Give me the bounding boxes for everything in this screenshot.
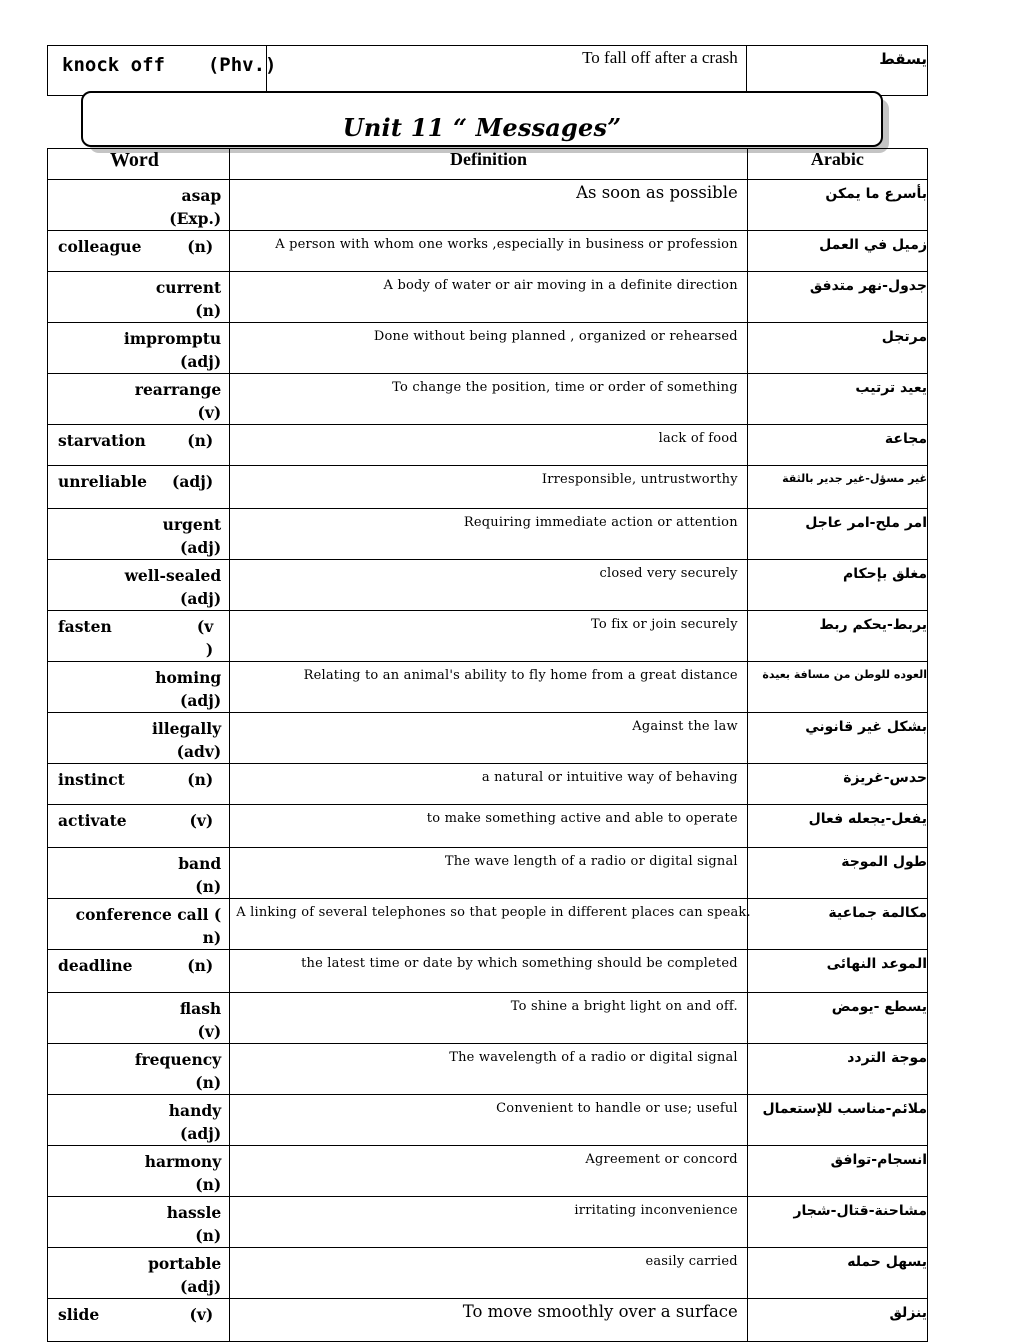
entry-definition: A linking of several telephones so that people in different places can speak. (236, 905, 751, 920)
header-word: Word (48, 149, 230, 180)
arabic-cell (747, 1197, 927, 1248)
entry-arabic: انسجام-توافق (830, 1152, 927, 1168)
top-word: knock off (62, 54, 165, 76)
vocabulary-table (47, 148, 928, 1342)
table-row (48, 1197, 928, 1248)
word-cell (48, 509, 230, 560)
definition-cell (230, 466, 748, 509)
entry-arabic: مغلق بإحكام (842, 566, 927, 582)
definition-cell (230, 993, 748, 1044)
entry-definition: Relating to an animal's ability to fly home from a great distance (303, 668, 738, 683)
entry-definition: easily carried (645, 1254, 738, 1269)
vocabulary-body (48, 180, 928, 1342)
definition-cell (230, 611, 748, 662)
entry-pos: (adj) (180, 1277, 222, 1296)
entry-pos: (n) (195, 1226, 222, 1245)
table-row (48, 1248, 928, 1299)
entry-pos: (adv) (176, 742, 222, 761)
entry-definition: The wave length of a radio or digital signal (444, 854, 738, 869)
entry-definition: Irresponsible, untrustworthy (541, 472, 738, 487)
word-cell (48, 805, 230, 848)
entry-pos: (adj) (180, 589, 222, 608)
entry-pos: (v) (197, 1022, 222, 1041)
word-cell (48, 662, 230, 713)
entry-word: rearrange (134, 380, 222, 399)
entry-word: unreliable (58, 472, 147, 491)
entry-word: colleague (58, 237, 142, 256)
entry-definition: closed very securely (599, 566, 738, 581)
entry-arabic: يفعل-يجعله فعال (808, 811, 927, 827)
header-definition: Definition (230, 149, 748, 180)
entry-pos: (v) (189, 1305, 214, 1324)
entry-arabic: يعيد ترتيب (855, 380, 927, 396)
arabic-cell (747, 231, 927, 272)
word-cell (48, 272, 230, 323)
word-cell (48, 848, 230, 899)
table-row (48, 374, 928, 425)
entry-pos: (adj) (180, 538, 222, 557)
definition-cell (230, 713, 748, 764)
entry-pos: n) (202, 928, 222, 947)
word-cell (48, 323, 230, 374)
entry-arabic: بأسرع ما يمكن (825, 186, 927, 202)
word-cell (48, 1146, 230, 1197)
entry-pos: (n) (187, 956, 214, 975)
entry-definition: a natural or intuitive way of behaving (481, 770, 738, 785)
table-row (48, 272, 928, 323)
table-row (48, 848, 928, 899)
word-cell (48, 466, 230, 509)
entry-arabic: امر ملح-امر عاجل (805, 515, 927, 531)
arabic-cell (747, 323, 927, 374)
entry-definition: A person with whom one works ,especially in business or profession (275, 237, 738, 252)
table-row (48, 323, 928, 374)
entry-definition: A body of water or air moving in a definite direction (383, 278, 738, 293)
arabic-cell (747, 560, 927, 611)
word-cell (48, 713, 230, 764)
table-row (48, 950, 928, 993)
entry-arabic: مجاعة (884, 431, 927, 447)
unit-banner (81, 91, 883, 147)
entry-word: portable (148, 1254, 222, 1273)
arabic-cell (747, 425, 927, 466)
table-row (48, 899, 928, 950)
entry-word: asap (181, 186, 222, 205)
entry-arabic: ينزلق (889, 1305, 927, 1321)
word-cell (48, 899, 230, 950)
entry-definition: lack of food (658, 431, 738, 446)
definition-cell (230, 1197, 748, 1248)
entry-word: deadline (58, 956, 133, 975)
entry-word: well-sealed (124, 566, 222, 585)
entry-pos: (n) (195, 1175, 222, 1194)
entry-pos: (v) (189, 811, 214, 830)
entry-word: impromptu (123, 329, 222, 348)
top-word-cell (48, 46, 277, 96)
entry-pos: (n) (195, 877, 222, 896)
table-row (48, 1146, 928, 1197)
entry-word: urgent (162, 515, 222, 534)
definition-cell (230, 1248, 748, 1299)
entry-definition: To shine a bright light on and off. (510, 999, 738, 1014)
arabic-cell (747, 993, 927, 1044)
definition-cell (230, 1299, 748, 1342)
word-cell (48, 1248, 230, 1299)
arabic-cell (747, 509, 927, 560)
arabic-cell (747, 180, 927, 231)
entry-arabic: يربط-يحكم ربط (819, 617, 927, 633)
word-cell (48, 1095, 230, 1146)
top-arabic (746, 46, 927, 96)
arabic-cell (747, 611, 927, 662)
entry-arabic: يسهل حمله (847, 1254, 927, 1270)
entry-definition: Convenient to handle or use; useful (496, 1101, 738, 1116)
top-definition (267, 46, 747, 96)
entry-arabic: الموعد النهائى (826, 956, 927, 972)
entry-arabic: يسطع -يومض (831, 999, 927, 1015)
definition-cell (230, 805, 748, 848)
entry-pos: (v) (197, 403, 222, 422)
definition-cell (230, 1095, 748, 1146)
entry-word: hassle (166, 1203, 222, 1222)
table-row (48, 764, 928, 805)
entry-arabic: حدس-غريزة (843, 770, 927, 786)
definition-cell (230, 272, 748, 323)
table-row (48, 993, 928, 1044)
definition-cell (230, 1146, 748, 1197)
word-cell (48, 1197, 230, 1248)
table-header-row (48, 149, 928, 180)
arabic-cell (747, 1248, 927, 1299)
entry-word: current (155, 278, 222, 297)
arabic-cell (747, 848, 927, 899)
word-cell (48, 425, 230, 466)
entry-pos: (n) (195, 301, 222, 320)
header-arabic: Arabic (747, 149, 927, 180)
definition-cell (230, 509, 748, 560)
entry-pos: (n) (187, 431, 214, 450)
table-row (48, 466, 928, 509)
arabic-cell (747, 466, 927, 509)
entry-word: harmony (144, 1152, 222, 1171)
word-cell (48, 1299, 230, 1342)
entry-arabic: غير مسؤل-غير جدير بالثقة (782, 472, 927, 485)
definition-cell (230, 425, 748, 466)
definition-cell (230, 950, 748, 993)
entry-arabic: مرتجل (881, 329, 927, 345)
table-row (48, 509, 928, 560)
arabic-cell (747, 1146, 927, 1197)
entry-definition: irritating inconvenience (574, 1203, 738, 1218)
arabic-cell (747, 662, 927, 713)
entry-arabic: مشاحنة-قتال-شجار (793, 1203, 927, 1219)
arabic-cell (747, 805, 927, 848)
entry-pos: (adj) (180, 1124, 222, 1143)
entry-pos: (n) (187, 237, 214, 256)
table-row (48, 231, 928, 272)
arabic-cell (747, 764, 927, 805)
entry-word: slide (58, 1305, 100, 1324)
arabic-cell (747, 374, 927, 425)
word-cell (48, 231, 230, 272)
entry-definition: Against the law (632, 719, 738, 734)
entry-definition: To change the position, time or order of something (392, 380, 738, 395)
entry-pos: (n) (187, 770, 214, 789)
table-row (48, 713, 928, 764)
definition-cell (230, 1044, 748, 1095)
definition-cell (230, 323, 748, 374)
entry-definition: To move smoothly over a surface (462, 1302, 738, 1321)
table-row (48, 805, 928, 848)
entry-pos: (adj) (180, 352, 222, 371)
entry-word: homing (155, 668, 222, 687)
top-phrasal-row (47, 45, 928, 96)
word-cell (48, 993, 230, 1044)
top-arabic-text: يسقط (879, 50, 927, 68)
arabic-cell (747, 950, 927, 993)
entry-arabic: بشكل غير قانوني (805, 719, 927, 735)
top-pos: (Phv.) (207, 54, 277, 76)
entry-arabic: مكالمة جماعية (828, 905, 927, 921)
entry-word: activate (58, 811, 127, 830)
entry-definition: Done without being planned , organized or rehearsed (373, 329, 738, 344)
entry-pos: (adj) (172, 472, 214, 491)
entry-arabic: موجة التردد (847, 1050, 927, 1066)
definition-cell (230, 231, 748, 272)
entry-definition: the latest time or date by which something should be completed (301, 956, 738, 971)
entry-word: band (178, 854, 222, 873)
definition-cell (230, 180, 748, 231)
definition-cell (230, 662, 748, 713)
entry-definition: The wavelength of a radio or digital signal (449, 1050, 738, 1065)
definition-cell (230, 374, 748, 425)
arabic-cell (747, 272, 927, 323)
table-row (48, 611, 928, 662)
top-definition-text: To fall off after a crash (582, 48, 738, 67)
entry-definition: To fix or join securely (591, 617, 738, 632)
table-row (48, 1299, 928, 1342)
word-cell (48, 1044, 230, 1095)
entry-pos: (n) (195, 1073, 222, 1092)
table-row (48, 1044, 928, 1095)
table-row (48, 1095, 928, 1146)
entry-word: instinct (58, 770, 125, 789)
table-row (48, 425, 928, 466)
entry-word: conference call ( (75, 905, 222, 924)
word-cell (48, 374, 230, 425)
entry-arabic: ملائم-مناسب للإستعمال (762, 1101, 927, 1117)
entry-arabic: طول الموجة (841, 854, 927, 870)
word-cell (48, 950, 230, 993)
unit-title: Unit 11 “ Messages” (342, 113, 622, 142)
definition-cell (230, 560, 748, 611)
arabic-cell (747, 713, 927, 764)
entry-definition: As soon as possible (576, 183, 738, 202)
entry-arabic: زميل في العمل (819, 237, 927, 253)
entry-word: frequency (134, 1050, 222, 1069)
definition-cell (230, 764, 748, 805)
entry-definition: to make something active and able to operate (426, 811, 738, 826)
definition-cell (230, 899, 751, 950)
entry-word: illegally (152, 719, 222, 738)
definition-cell (230, 848, 748, 899)
table-row (48, 180, 928, 231)
entry-word: flash (179, 999, 222, 1018)
word-cell (48, 180, 230, 231)
entry-pos: (v ) (196, 617, 214, 659)
word-cell (48, 611, 230, 662)
entry-arabic: العوده للوطن من مسافة بعيدة (762, 668, 927, 681)
entry-definition: Requiring immediate action or attention (463, 515, 738, 530)
entry-word: handy (168, 1101, 222, 1120)
entry-word: fasten (58, 617, 112, 636)
word-cell (48, 764, 230, 805)
entry-definition: Agreement or concord (585, 1152, 738, 1167)
entry-pos: (Exp.) (169, 209, 222, 228)
arabic-cell (747, 899, 927, 950)
table-row (48, 662, 928, 713)
word-cell (48, 560, 230, 611)
arabic-cell (747, 1095, 927, 1146)
table-row (48, 560, 928, 611)
arabic-cell (747, 1299, 927, 1342)
entry-word: starvation (58, 431, 146, 450)
entry-arabic: جدول-نهر متدفق (809, 278, 927, 294)
entry-pos: (adj) (180, 691, 222, 710)
arabic-cell (747, 1044, 927, 1095)
